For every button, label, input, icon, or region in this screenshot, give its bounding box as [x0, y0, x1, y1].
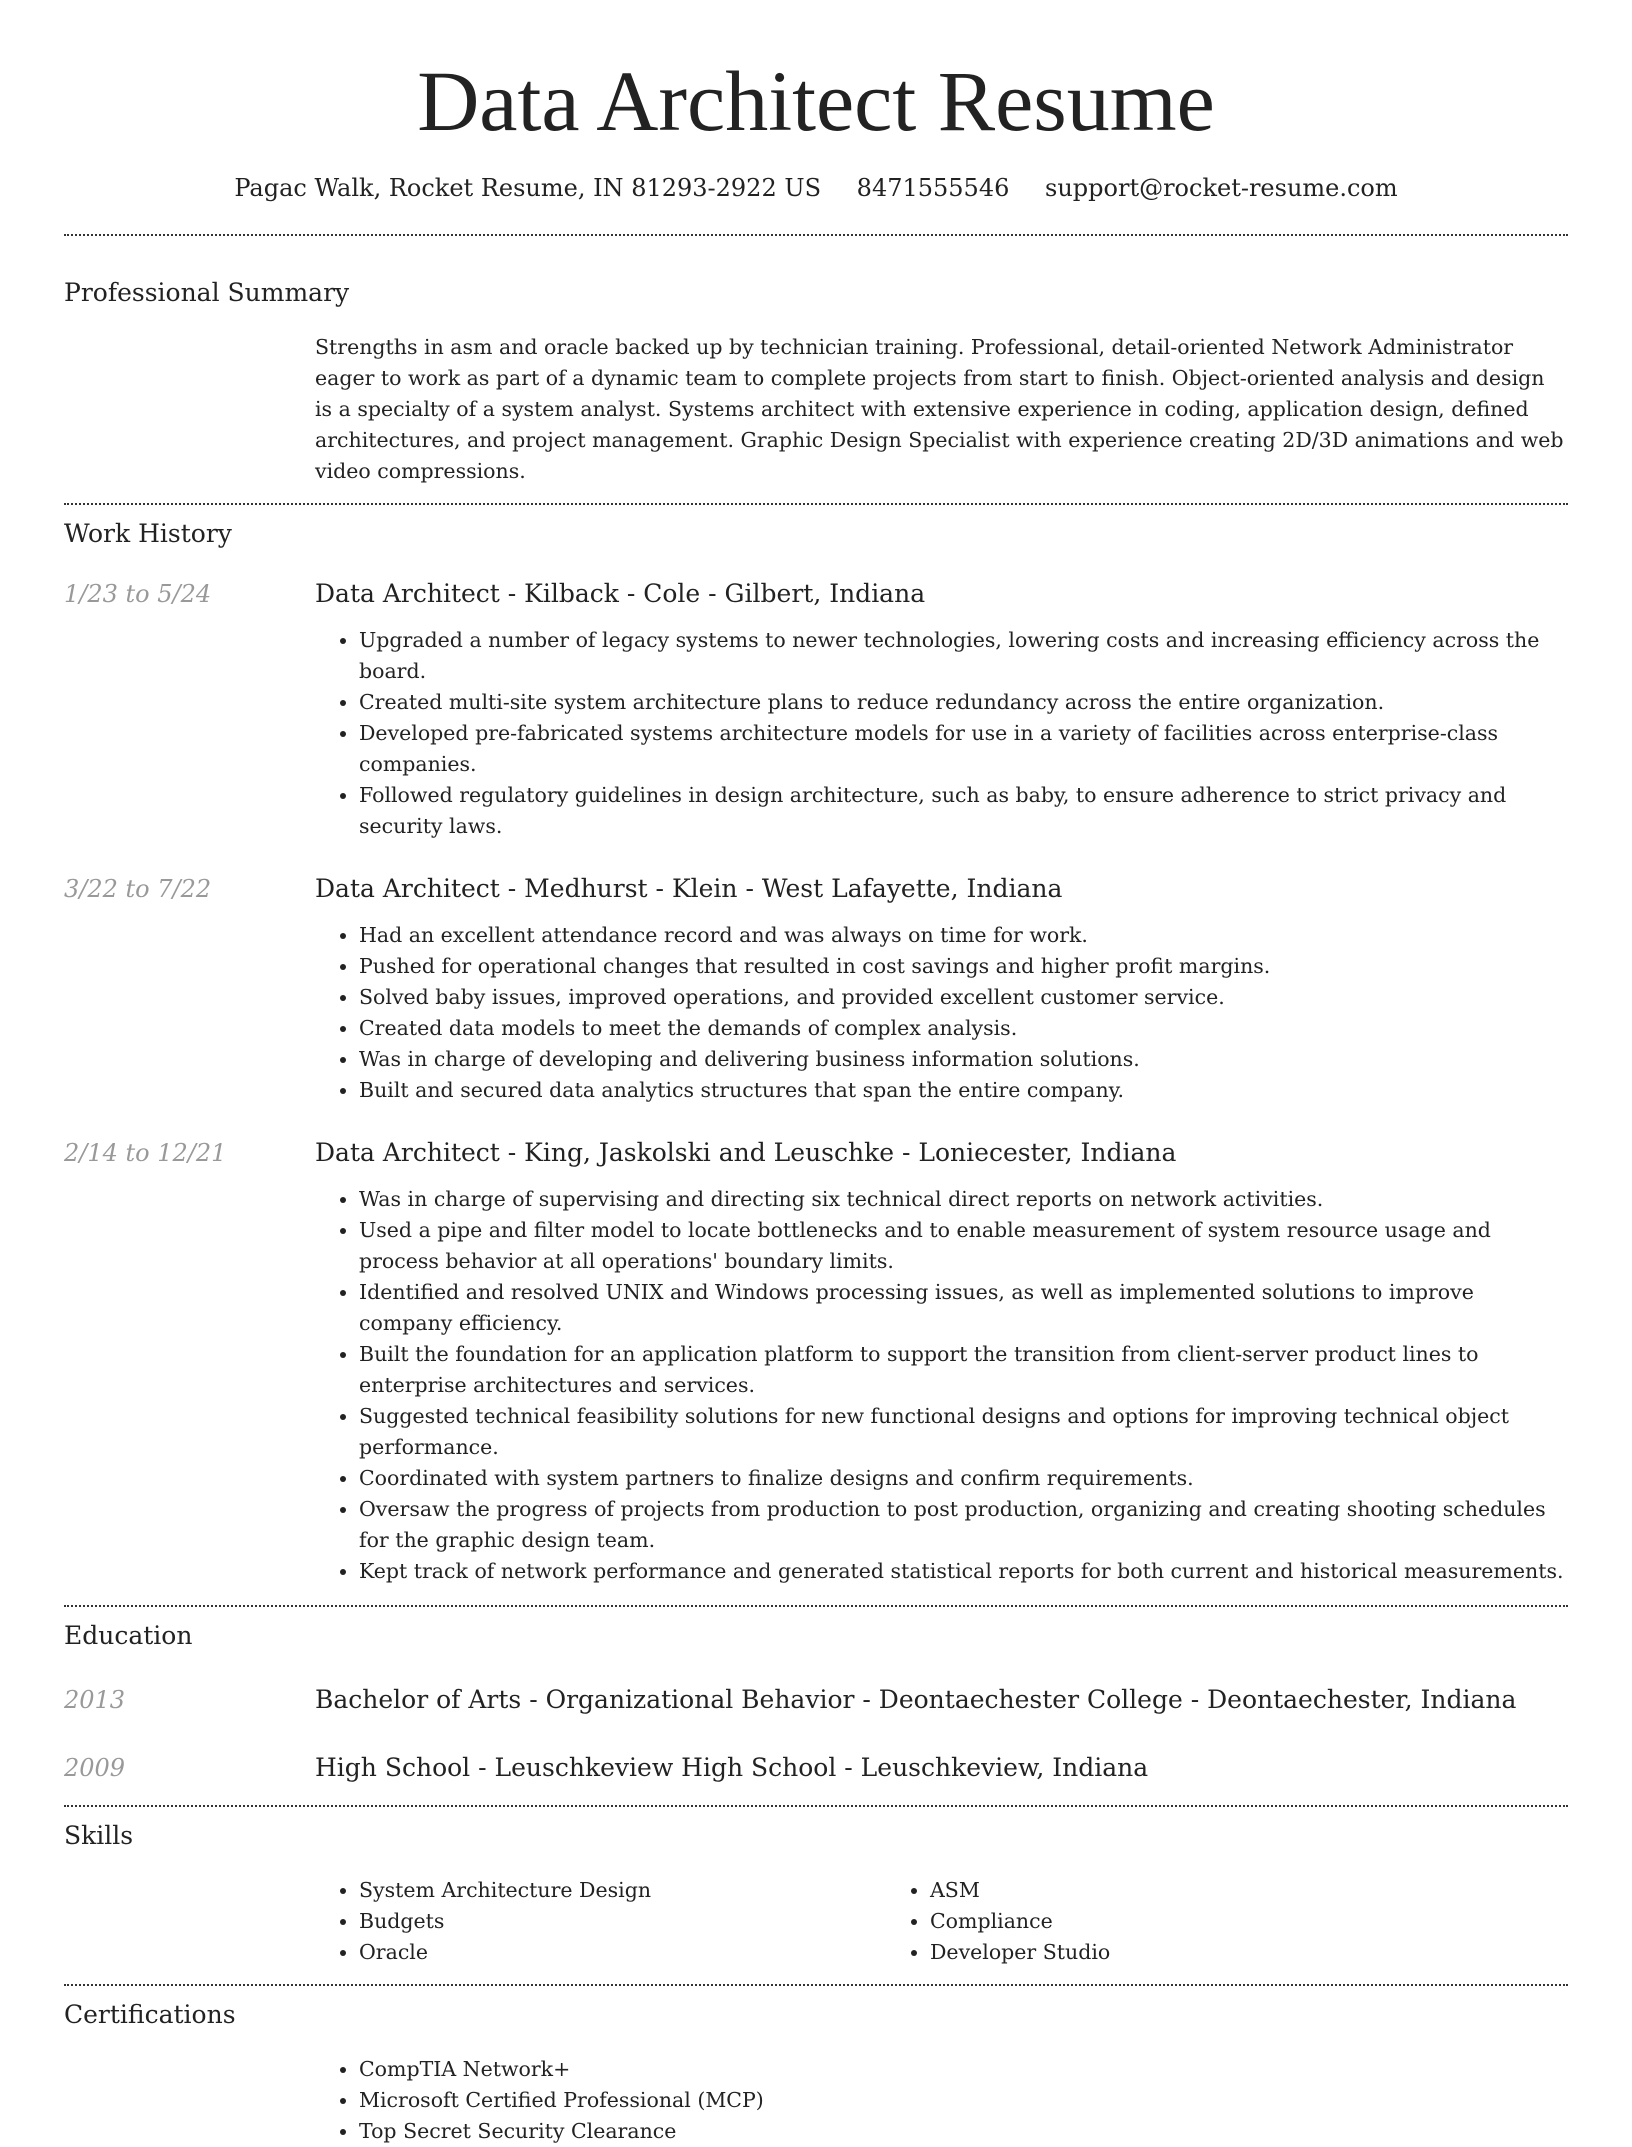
list-item: • Suggested technical feasibility solutions for new functional designs and options for improving technical object performance.: [359, 1401, 1568, 1463]
list-item: • Was in charge of developing and delivering business information solutions.: [359, 1044, 1568, 1075]
skills-heading: Skills: [64, 1821, 134, 1850]
skills-list-left: [315, 1875, 886, 1968]
education-degree: High School: [315, 1753, 471, 1782]
education-section: [64, 1607, 1568, 1805]
list-item: • Identified and resolved UNIX and Windows processing issues, as well as implemented solutions to improve company efficiency.: [359, 1277, 1568, 1339]
list-item: • Developer Studio: [930, 1937, 1457, 1968]
work-history-heading: Work History: [64, 519, 232, 548]
contact-address: Pagac Walk, Rocket Resume, IN 81293-2922 US: [234, 174, 822, 202]
list-item: • Kept track of network performance and generated statistical reports for both current and historical measurements.: [359, 1556, 1568, 1587]
job-bullets: [315, 920, 1568, 1106]
education-entry: [64, 1751, 1568, 1785]
certifications-section: [64, 1986, 1568, 2147]
list-item: • Top Secret Security Clearance: [359, 2116, 1568, 2147]
list-item: • Followed regulatory guidelines in design architecture, such as baby, to ensure adherence to strict privacy and security laws.: [359, 780, 1568, 842]
list-item: • Upgraded a number of legacy systems to newer technologies, lowering costs and increasing efficiency across the board.: [359, 625, 1568, 687]
list-item: • Created data models to meet the demands of complex analysis.: [359, 1013, 1568, 1044]
job-title: Data Architect - King, Jaskolski and Leuschke - Loniecester, Indiana: [315, 1138, 1177, 1167]
list-item: • Oracle: [359, 1937, 886, 1968]
education-heading: Education: [64, 1621, 193, 1650]
list-item: • Had an excellent attendance record and was always on time for work.: [359, 920, 1568, 951]
list-item: • ASM: [930, 1875, 1457, 1906]
job-dates: 1/23 to 5/24: [64, 580, 212, 608]
job-title: Data Architect - Medhurst - Klein - West Lafayette, Indiana: [315, 874, 1063, 903]
list-item: • Microsoft Certified Professional (MCP): [359, 2085, 1568, 2116]
job-entry: [64, 872, 1568, 1106]
education-year: 2013: [64, 1686, 126, 1714]
list-item: • Created multi-site system architecture plans to reduce redundancy across the entire organization.: [359, 687, 1568, 718]
education-school: - Leuschkeview High School - Leuschkeview, Indiana: [470, 1753, 1149, 1782]
list-item: • Was in charge of supervising and directing six technical direct reports on network activities.: [359, 1184, 1568, 1215]
education-school: - Deontaechester College - Deontaechester, Indiana: [854, 1685, 1517, 1714]
resume-title: Data Architect Resume: [417, 53, 1215, 149]
skills-grid: [315, 1875, 1568, 1968]
job-entry: [64, 1136, 1568, 1587]
list-item: • System Architecture Design: [359, 1875, 886, 1906]
list-item: • CompTIA Network+: [359, 2054, 1568, 2085]
list-item: • Budgets: [359, 1906, 886, 1937]
list-item: • Built the foundation for an application platform to support the transition from client-server product lines to enterprise architectures and services.: [359, 1339, 1568, 1401]
summary-text: Strengths in asm and oracle backed up by technician training. Professional, detail-oriented Network Administrator eager to work as part of a dynamic team to complete projects from start to finish. Object-oriented analysis and design is a specialty of a system analyst. Systems architect with extensive experience in coding, application design, defined architectures, and project management. Graphic Design Specialist with experience creating 2D/3D animations and web video compressions.: [315, 335, 1564, 483]
list-item: • Solved baby issues, improved operations, and provided excellent customer service.: [359, 982, 1568, 1013]
job-title: Data Architect - Kilback - Cole - Gilbert, Indiana: [315, 579, 926, 608]
list-item: • Compliance: [930, 1906, 1457, 1937]
education-degree: Bachelor of Arts - Organizational Behavior: [315, 1685, 855, 1714]
summary-section: [64, 276, 1568, 487]
list-item: • Used a pipe and filter model to locate bottlenecks and to enable measurement of system resource usage and process behavior at all operations' boundary limits.: [359, 1215, 1568, 1277]
contact-line: [64, 172, 1568, 204]
certifications-list: [315, 2054, 1568, 2147]
education-entry: [64, 1683, 1568, 1717]
divider: [64, 234, 1568, 236]
job-bullets: [315, 1184, 1568, 1587]
skills-list-right: [886, 1875, 1457, 1968]
list-item: • Coordinated with system partners to finalize designs and confirm requirements.: [359, 1463, 1568, 1494]
job-entry: [64, 577, 1568, 842]
contact-email: support@rocket-resume.com: [1045, 174, 1398, 202]
job-dates: 3/22 to 7/22: [64, 875, 212, 903]
summary-heading: Professional Summary: [64, 278, 350, 307]
skills-section: [64, 1807, 1568, 1984]
certifications-heading: Certifications: [64, 2000, 236, 2029]
list-item: • Developed pre-fabricated systems architecture models for use in a variety of facilities across enterprise-class companies.: [359, 718, 1568, 780]
list-item: • Built and secured data analytics structures that span the entire company.: [359, 1075, 1568, 1106]
contact-phone: 8471555546: [856, 174, 1010, 202]
list-item: • Oversaw the progress of projects from production to post production, organizing and creating shooting schedules for the graphic design team.: [359, 1494, 1568, 1556]
job-bullets: [315, 625, 1568, 842]
list-item: • Pushed for operational changes that resulted in cost savings and higher profit margins.: [359, 951, 1568, 982]
education-year: 2009: [64, 1754, 126, 1782]
job-dates: 2/14 to 12/21: [64, 1139, 227, 1167]
work-history-section: [64, 505, 1568, 1605]
